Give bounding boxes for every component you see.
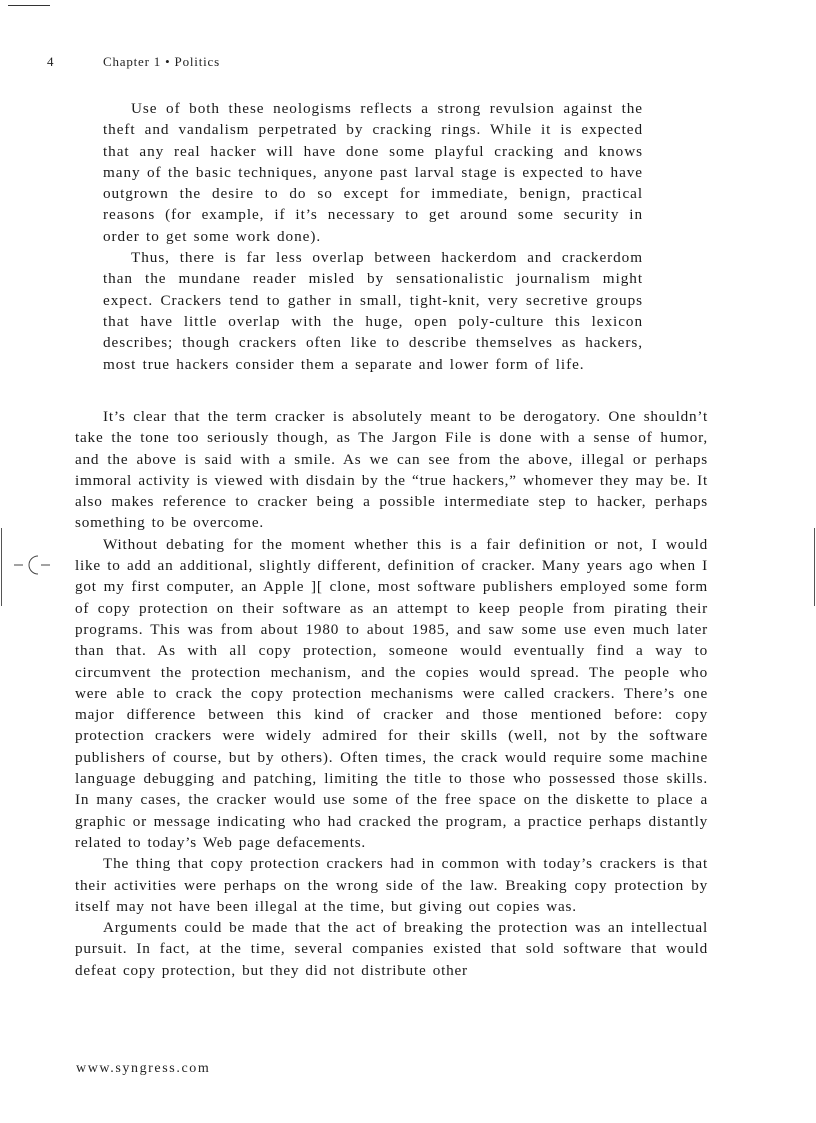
running-header (47, 54, 220, 70)
block-quote (103, 98, 643, 375)
body-paragraph: Without debating for the moment whether this is a fair definition or not, I would like to add an additional, slightly different, definition of cracker. Many years ago when I got my first computer, an Apple ][ clone, most software publishers employed some form of copy protection on their software as an attempt to keep people from pirating their programs. This was from about 1980 to about 1985, and saw some use even much later than that. As with all copy protection, someone would eventually find a way to circumvent the protection mechanism, and the copies would spread. The people who were able to crack the copy protection mechanisms were called crackers. There’s one major difference between this kind of cracker and those mentioned before: copy protection crackers were widely admired for their skills (well, not by the software publishers of course, but by others). Often times, the crack would require some machine language debugging and patching, limiting the title to those who possessed those skills. In many cases, the cracker would use some of the free space on the diskette to place a graphic or message indicating who had cracked the program, a practice perhaps distantly related to today’s Web page defacements. (75, 535, 708, 851)
footer-url: www.syngress.com (76, 1061, 211, 1076)
crop-mark-right (814, 528, 815, 606)
chapter-title: Chapter 1 • Politics (103, 54, 220, 69)
body-paragraph: Arguments could be made that the act of breaking the protection was an intellectual pursuit. In fact, at the time, several companies existed that sold software that would defeat copy protection, but they did not distribute other (75, 919, 708, 979)
crop-mark-left (1, 528, 2, 606)
body-paragraph: It’s clear that the term cracker is absolutely meant to be derogatory. One shouldn’t take the tone too seriously though, as The Jargon File is done with a sense of humor, and the above is said with a smile. As we can see from the above, illegal or perhaps immoral activity is viewed with disdain by the “true hackers,” whomever they may be. It also makes reference to cracker being a possible intermediate step to hacker, perhaps something to be overcome. (75, 408, 708, 532)
registration-mark-icon (14, 553, 54, 577)
quote-paragraph: Use of both these neologisms reflects a strong revulsion against the theft and vandalism perpetrated by cracking rings. While it is expected that any real hacker will have done some playful cracking and knows many of the basic techniques, anyone past larval stage is expected to have outgrown the desire to do so except for immediate, benign, practical reasons (for example, if it’s necessary to get around some security in order to get some work done). (103, 100, 643, 245)
body-text (75, 406, 708, 981)
quote-paragraph: Thus, there is far less overlap between hackerdom and crackerdom than the mundane reader misled by sensationalistic journalism might expect. Crackers tend to gather in small, tight-knit, very secretive groups that have little overlap with the huge, open poly-culture this lexicon describes; though crackers often like to describe themselves as hackers, most true hackers consider them a separate and lower form of life. (103, 249, 643, 373)
body-paragraph: The thing that copy protection crackers had in common with today’s crackers is that their activities were perhaps on the wrong side of the law. Breaking copy protection by itself may not have been illegal at the time, but giving out copies was. (75, 855, 708, 915)
crop-mark-top (8, 5, 50, 6)
page-number: 4 (47, 54, 55, 69)
